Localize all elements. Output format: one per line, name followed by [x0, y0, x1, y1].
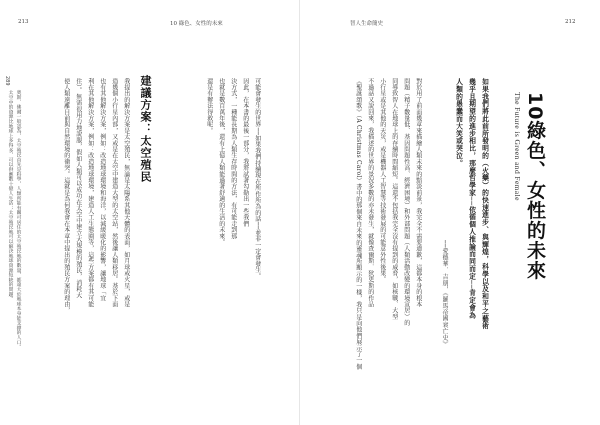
left-body-col-7: 我提出的解決方案是太空殖民，無論是太陽系其他天體的表面，如月球或火星，或是 — [122, 78, 130, 308]
left-running-header: 10 綠色、女性的未來 — [170, 21, 223, 27]
right-body-col-2: 問題（精子數量低、基因問題性高、經濟困境）和外部問題（人類活動改變的環境宣居）的 — [402, 78, 410, 326]
left-body-col-4: 也就是數百萬年後，還有上億人類能過著舒適的生活的未來。 — [217, 78, 225, 246]
right-body-col-5: 不過話又說回來，我描述的世界的景況多數的亦未發生，就像查爾斯．狄更斯的作品 — [366, 78, 374, 308]
right-page — [300, 0, 600, 425]
epigraph-line-1: 如果我們將此前所發明的（火藥）的快速進步、與輝煌，科學以及和平之藝術 — [480, 78, 489, 330]
epigraph-line-2: 幾乎且期望的進步相比，那麼哲學家──依循個人推論而同而定──肯定會為 — [467, 78, 476, 319]
footnote-number: 289 — [4, 76, 10, 86]
left-body-col-5: 還是有辦法得救呢。 — [205, 78, 213, 134]
chapter-title-en: The Future is Green and Female — [513, 92, 522, 201]
left-body-col-2: 因此，在本書的最後一部分，我將試著勾勒出一些我們 — [241, 78, 249, 227]
right-page-number: 212 — [565, 19, 576, 25]
chapter-title: 10綠色、女性的未來 — [524, 92, 546, 281]
right-body-col-3: 同導致智人在地球上的存續時間縮短。這還不包括我完全沒有提到的威脅，如核戰、大型 — [390, 78, 398, 320]
right-body-col-1: 對於用了前面幾章來描繪人類未來的黯淡前景，我完全不需要道歉，這都本身的根本 — [414, 78, 422, 308]
left-body-col-10: 利在其他解決方案，例如：改造地球環境，建造人工生態圈等，這些方案都有其可能 — [86, 78, 94, 308]
section-heading: 建議方案：太空殖民 — [139, 75, 152, 183]
left-page-number: 213 — [18, 19, 29, 25]
epigraph-attribution: ──愛德華．吉朋，《羅馬帝國衰亡史》 — [441, 240, 448, 348]
left-body-col-8: 造幾個小行星內部，又或是在太空中建造大型的太空站，然後讓人類移居。基於下面 — [110, 78, 118, 308]
left-body-col-11: 住）。無需很用力地說服，假如人類可以成功在太空中建立大規模的殖民，消耗大 — [74, 78, 82, 299]
footnote-1: 奧斯．佛爾一般認為，太空殖民首先是科學，人類所能有關可居住的太空殖民地的數量，都遠大於地球本身能支撐的人口。 — [15, 90, 21, 350]
right-running-header: 智人生命簡史 — [350, 21, 384, 27]
footnote-2: 太空中的資源比地球上多得多，可以供應數十億人生活；太空殖民地可以解決地球資源短缺的問題。 — [7, 90, 13, 302]
left-body-col-3: 決方式，一種能長期為人類生存時間的方法，有可能走到那 — [229, 78, 237, 240]
right-body-col-4: 小行星或是其他的天災，或是機器人工智慧等技術發展的可能意外性後果。 — [378, 78, 386, 283]
left-body-col-12: 使人類遠離目前與自然環境的衝突。這就是為何我會在本章中提出的殖民方案的理由， — [62, 78, 70, 314]
epigraph-line-3: 人類的愚蠢而大笑或哭泣。 — [454, 78, 463, 167]
right-body-col-6: 《聖誕頌歌》（A Christmas Carol）書中的那個來自未來的靈魂所顯示的一樣，我只是向他們展示了一個 — [354, 78, 362, 370]
left-body-col-1: 可能會發生的世界──如果我們持續現在所作所為的話──並非一定會發生。 — [253, 78, 261, 280]
left-body-col-9: 也有其他解決方案，例如：改造地球環境和海洋，以減緩暖化的影響，讓地球「宜 — [98, 78, 106, 302]
